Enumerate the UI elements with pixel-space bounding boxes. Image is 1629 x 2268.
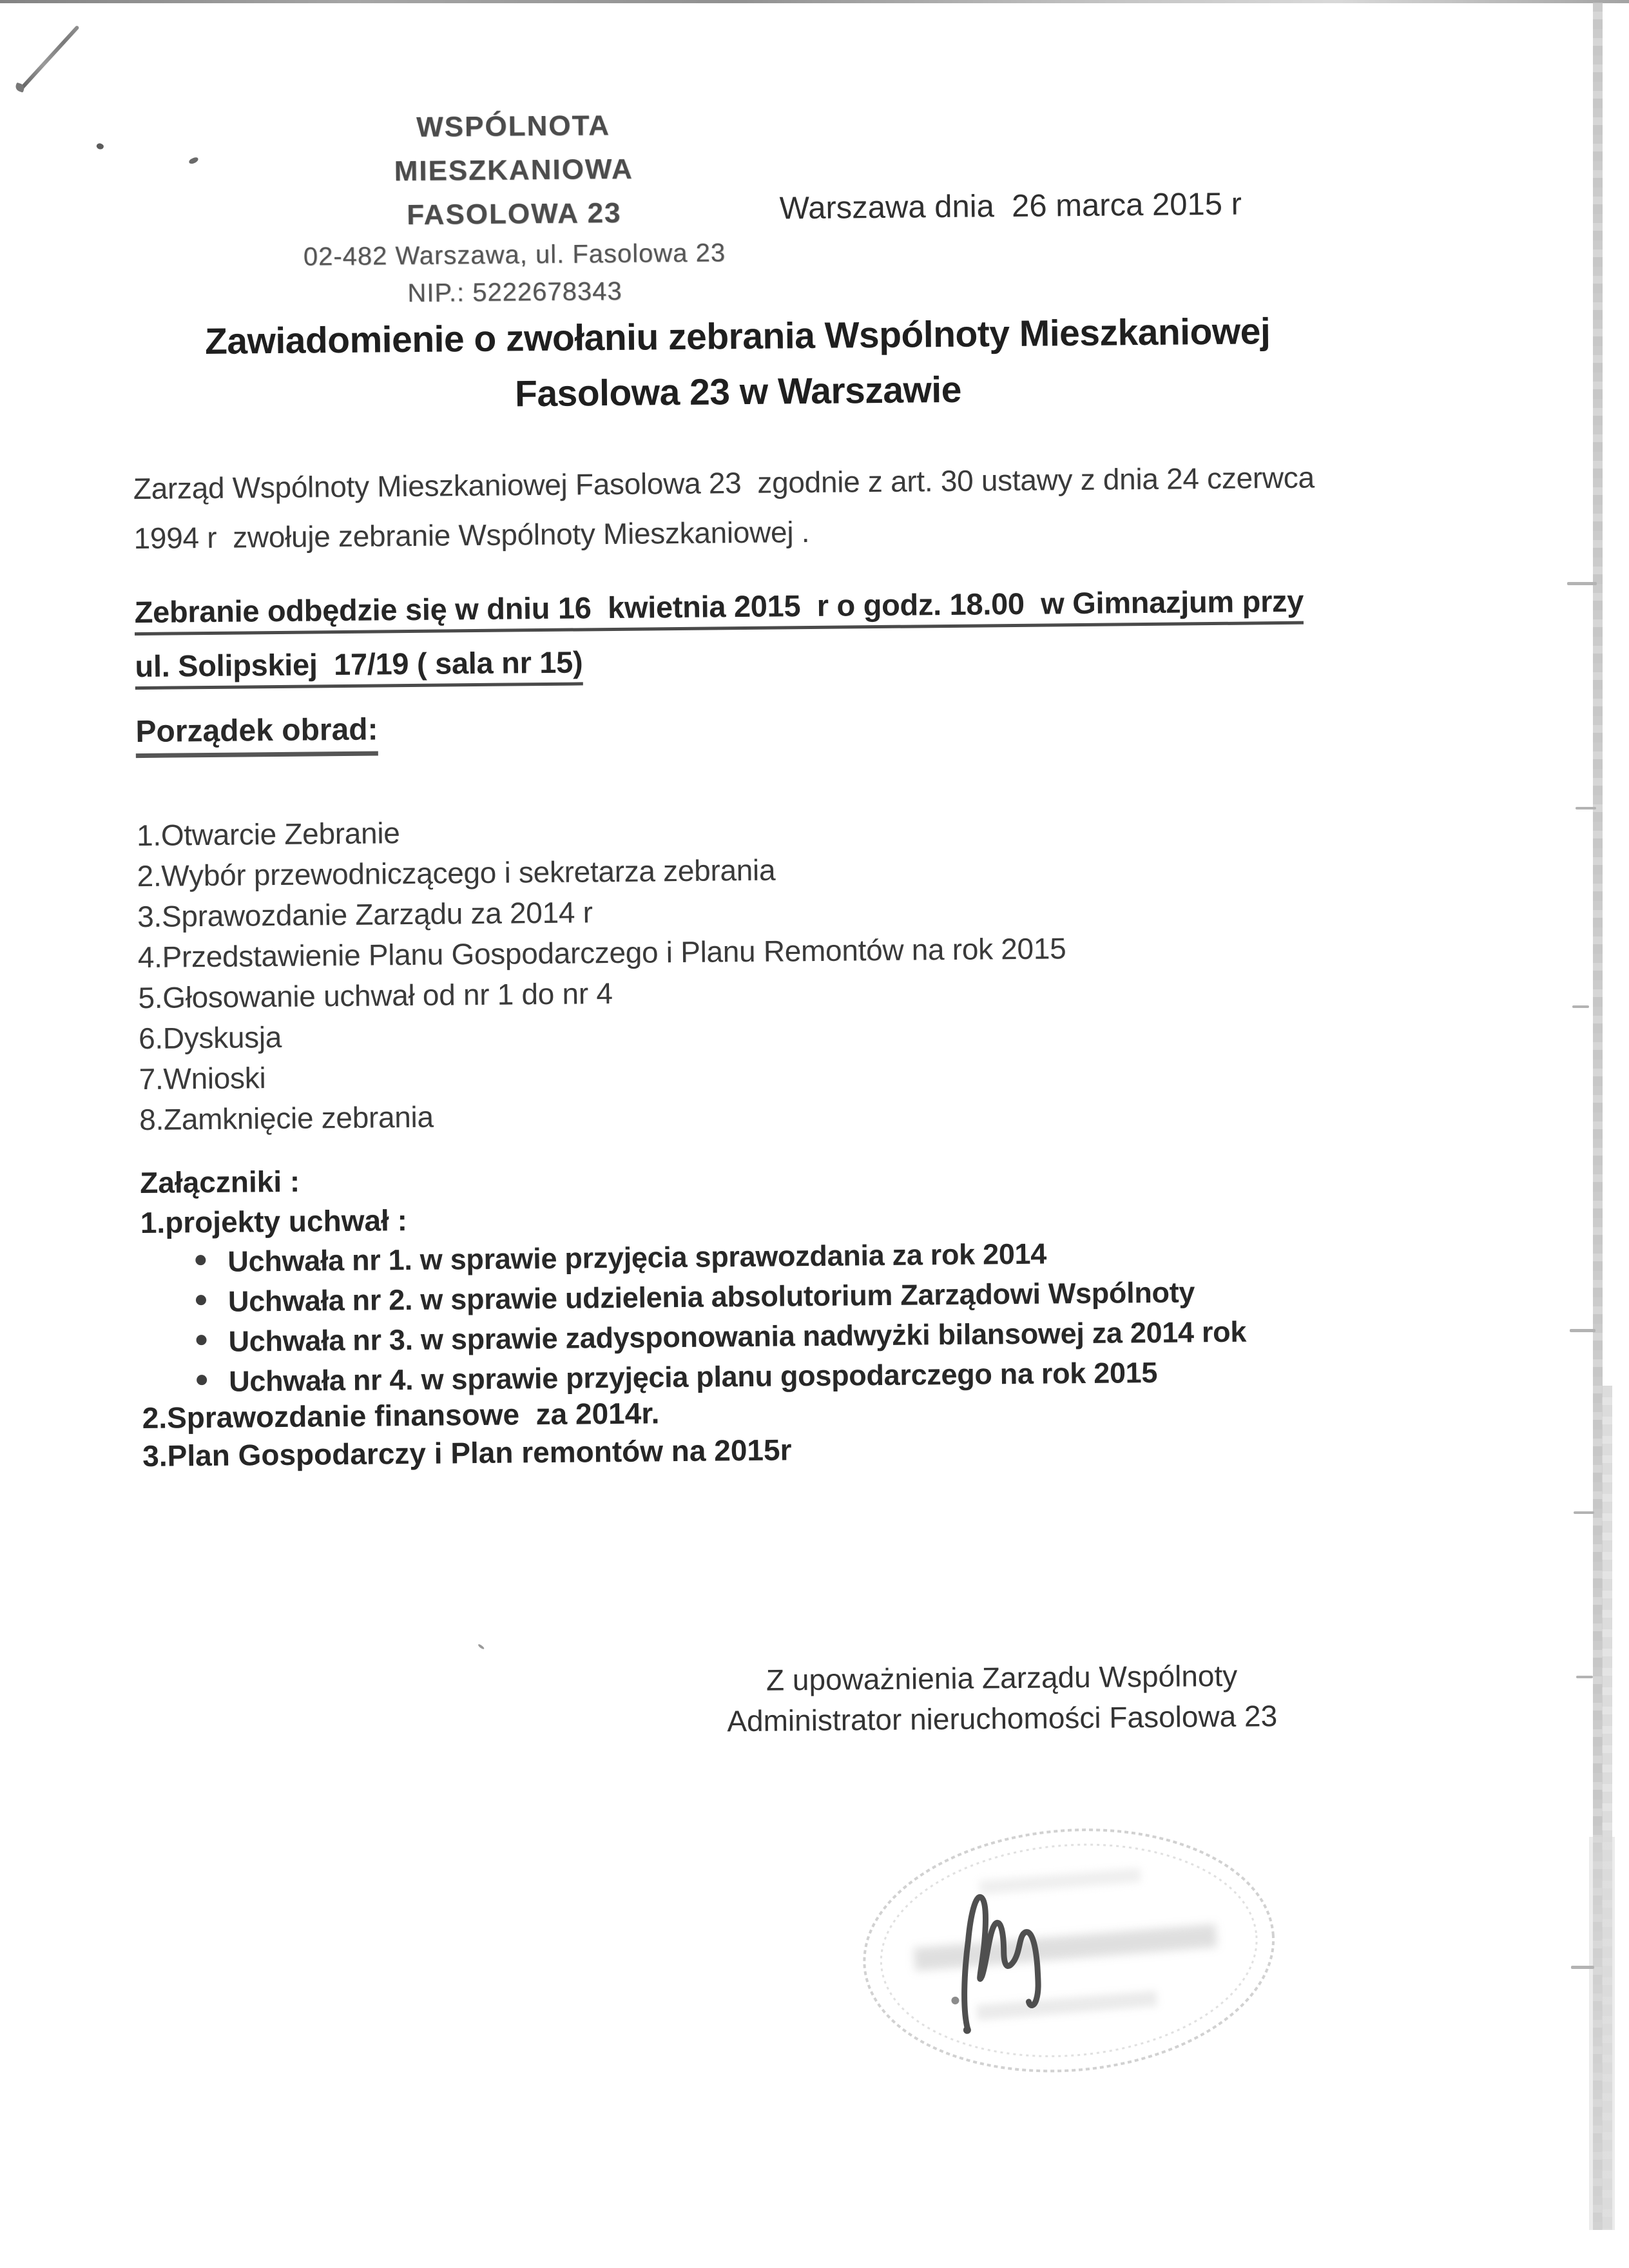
agenda-item-5: 5.Głosowanie uchwał od nr 1 do nr 4 [138, 976, 613, 1015]
signoff-line1: Z upoważnienia Zarządu Wspólnoty [766, 1658, 1238, 1697]
signature-ink-blot [951, 1997, 959, 2004]
agenda-item-6: 6.Dyskusja [138, 1020, 282, 1056]
ink-speck [477, 1643, 485, 1650]
meeting-info [134, 574, 1304, 693]
pen-mark-diagonal [19, 25, 80, 92]
stamp-org-name2: FASOLOWA 23 [406, 197, 622, 231]
agenda-heading-text: Porządek obrad: [135, 712, 378, 758]
agenda-item-8: 8.Zamknięcie zebrania [139, 1100, 434, 1137]
stamp-illegible-text-band [976, 1991, 1157, 2021]
bullet-dot-icon [195, 1255, 206, 1265]
intro-line1: Zarząd Wspólnoty Mieszkaniowej Fasolowa 23 zgodnie z art. 30 ustawy z dnia 24 czerwca [133, 460, 1315, 506]
agenda-item-7: 7.Wnioski [139, 1061, 266, 1096]
signoff-block [670, 1654, 1334, 1742]
stamp-illegible-text-band [979, 1868, 1141, 1895]
page-title-line1: Zawiadomienie o zwołaniu zebrania Wspólnoty Mieszkaniowej [204, 311, 1271, 363]
agenda-heading [135, 712, 378, 750]
resolution-1: Uchwała nr 1. w sprawie przyjęcia sprawozdania za rok 2014 [227, 1237, 1047, 1278]
page-title-line2: Fasolowa 23 w Warszawie [514, 369, 962, 415]
agenda-list [137, 806, 1068, 1140]
resolution-3: Uchwała nr 3. w sprawie zadysponowania nadwyżki bilansowej za 2014 rok [228, 1315, 1247, 1358]
dateline: Warszawa dnia 26 marca 2015 r [779, 186, 1242, 226]
bullet-dot-icon [196, 1295, 206, 1305]
attachments-item-3: 3.Plan Gospodarczy i Plan remontów na 2015r [142, 1433, 792, 1473]
stamp-illegible-text-band [914, 1924, 1217, 1971]
agenda-item-3: 3.Sprawozdanie Zarządu za 2014 r [137, 895, 593, 934]
ink-speck [95, 142, 104, 151]
signoff-line2: Administrator nieruchomości Fasolowa 23 [727, 1699, 1278, 1738]
attachments-item-1: 1.projekty uchwał : [140, 1203, 408, 1240]
page-title [61, 302, 1415, 426]
attachments-item-2: 2.Sprawozdanie finansowe za 2014r. [142, 1396, 660, 1435]
round-stamp-with-signature [836, 1810, 1302, 2098]
bullet-dot-icon [196, 1335, 206, 1345]
agenda-item-1: 1.Otwarcie Zebranie [136, 816, 400, 853]
intro-line2: 1994 r zwołuje zebranie Wspólnoty Mieszkaniowej . [133, 515, 810, 556]
ink-speck [188, 157, 199, 165]
resolution-2: Uchwała nr 2. w sprawie udzielenia absolutorium Zarządowi Wspólnoty [227, 1275, 1195, 1318]
meeting-info-line2: ul. Solipskiej 17/19 ( sala nr 15) [135, 645, 583, 690]
intro-paragraph [133, 453, 1315, 564]
agenda-item-2: 2.Wybór przewodniczącego i sekretarza zebrania [137, 853, 776, 893]
attachments-heading: Załączniki : [139, 1164, 300, 1200]
company-stamp-header [294, 102, 734, 313]
signature-ink-blot [963, 2026, 971, 2034]
oval-stamp-rings [855, 1815, 1283, 2086]
meeting-info-line1: Zebranie odbędzie się w dniu 16 kwietnia 2015 r o godz. 18.00 w Gimnazjum przy [134, 584, 1304, 635]
agenda-item-4: 4.Przedstawienie Planu Gospodarczego i Planu Remontów na rok 2015 [137, 931, 1066, 974]
bullet-dot-icon [197, 1375, 207, 1385]
resolution-4: Uchwała nr 4. w sprawie przyjęcia planu gospodarczego na rok 2015 [228, 1355, 1158, 1398]
stamp-org-name: WSPÓLNOTA MIESZKANIOWA [394, 109, 633, 188]
stamp-nip: NIP.: 5222678343 [407, 276, 622, 308]
stamp-address: 02-482 Warszawa, ul. Fasolowa 23 [303, 238, 726, 271]
resolutions-list [195, 1232, 1247, 1402]
